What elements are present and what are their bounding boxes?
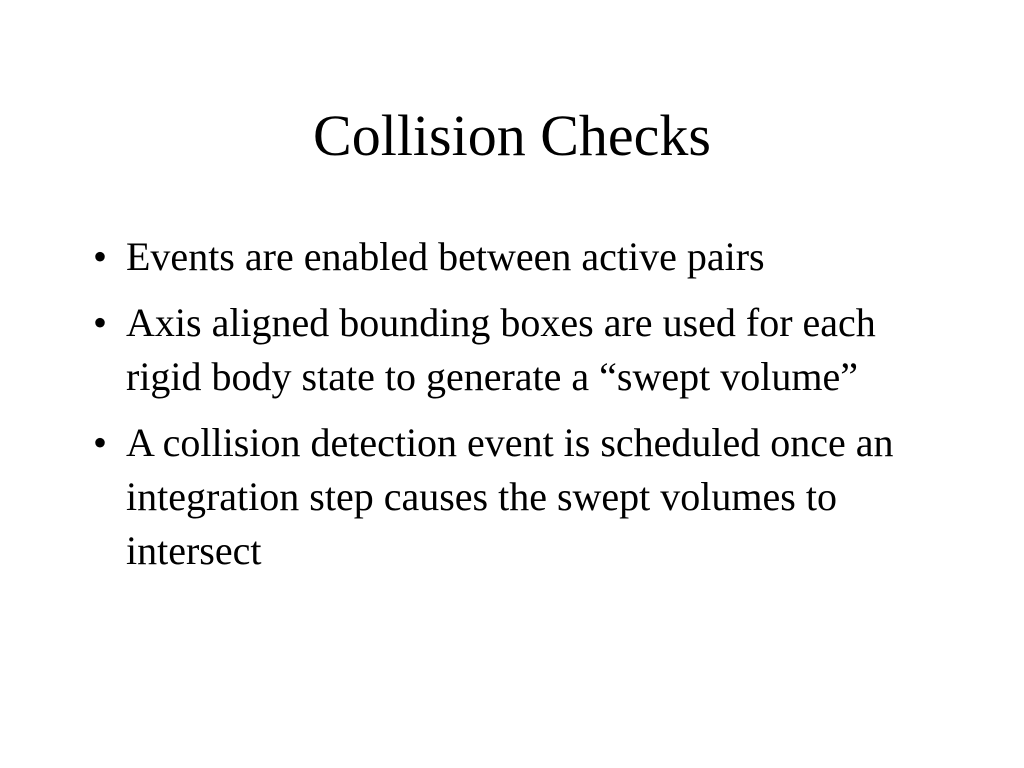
bullet-text: A collision detection event is scheduled once an integration step causes the swept volumes to intersect [126,420,894,573]
bullet-item-2 [92,296,916,404]
bullet-text: Events are enabled between active pairs [126,234,765,279]
bullet-marker: • [92,234,107,279]
bullet-item-1 [92,230,916,284]
slide-title: Collision Checks [313,103,711,168]
bullet-list [92,230,916,590]
bullet-item-3 [92,416,916,578]
bullet-marker: • [92,300,107,345]
bullet-marker: • [92,420,107,465]
bullet-text: Axis aligned bounding boxes are used for each rigid body state to generate a “swept volume” [126,300,876,399]
